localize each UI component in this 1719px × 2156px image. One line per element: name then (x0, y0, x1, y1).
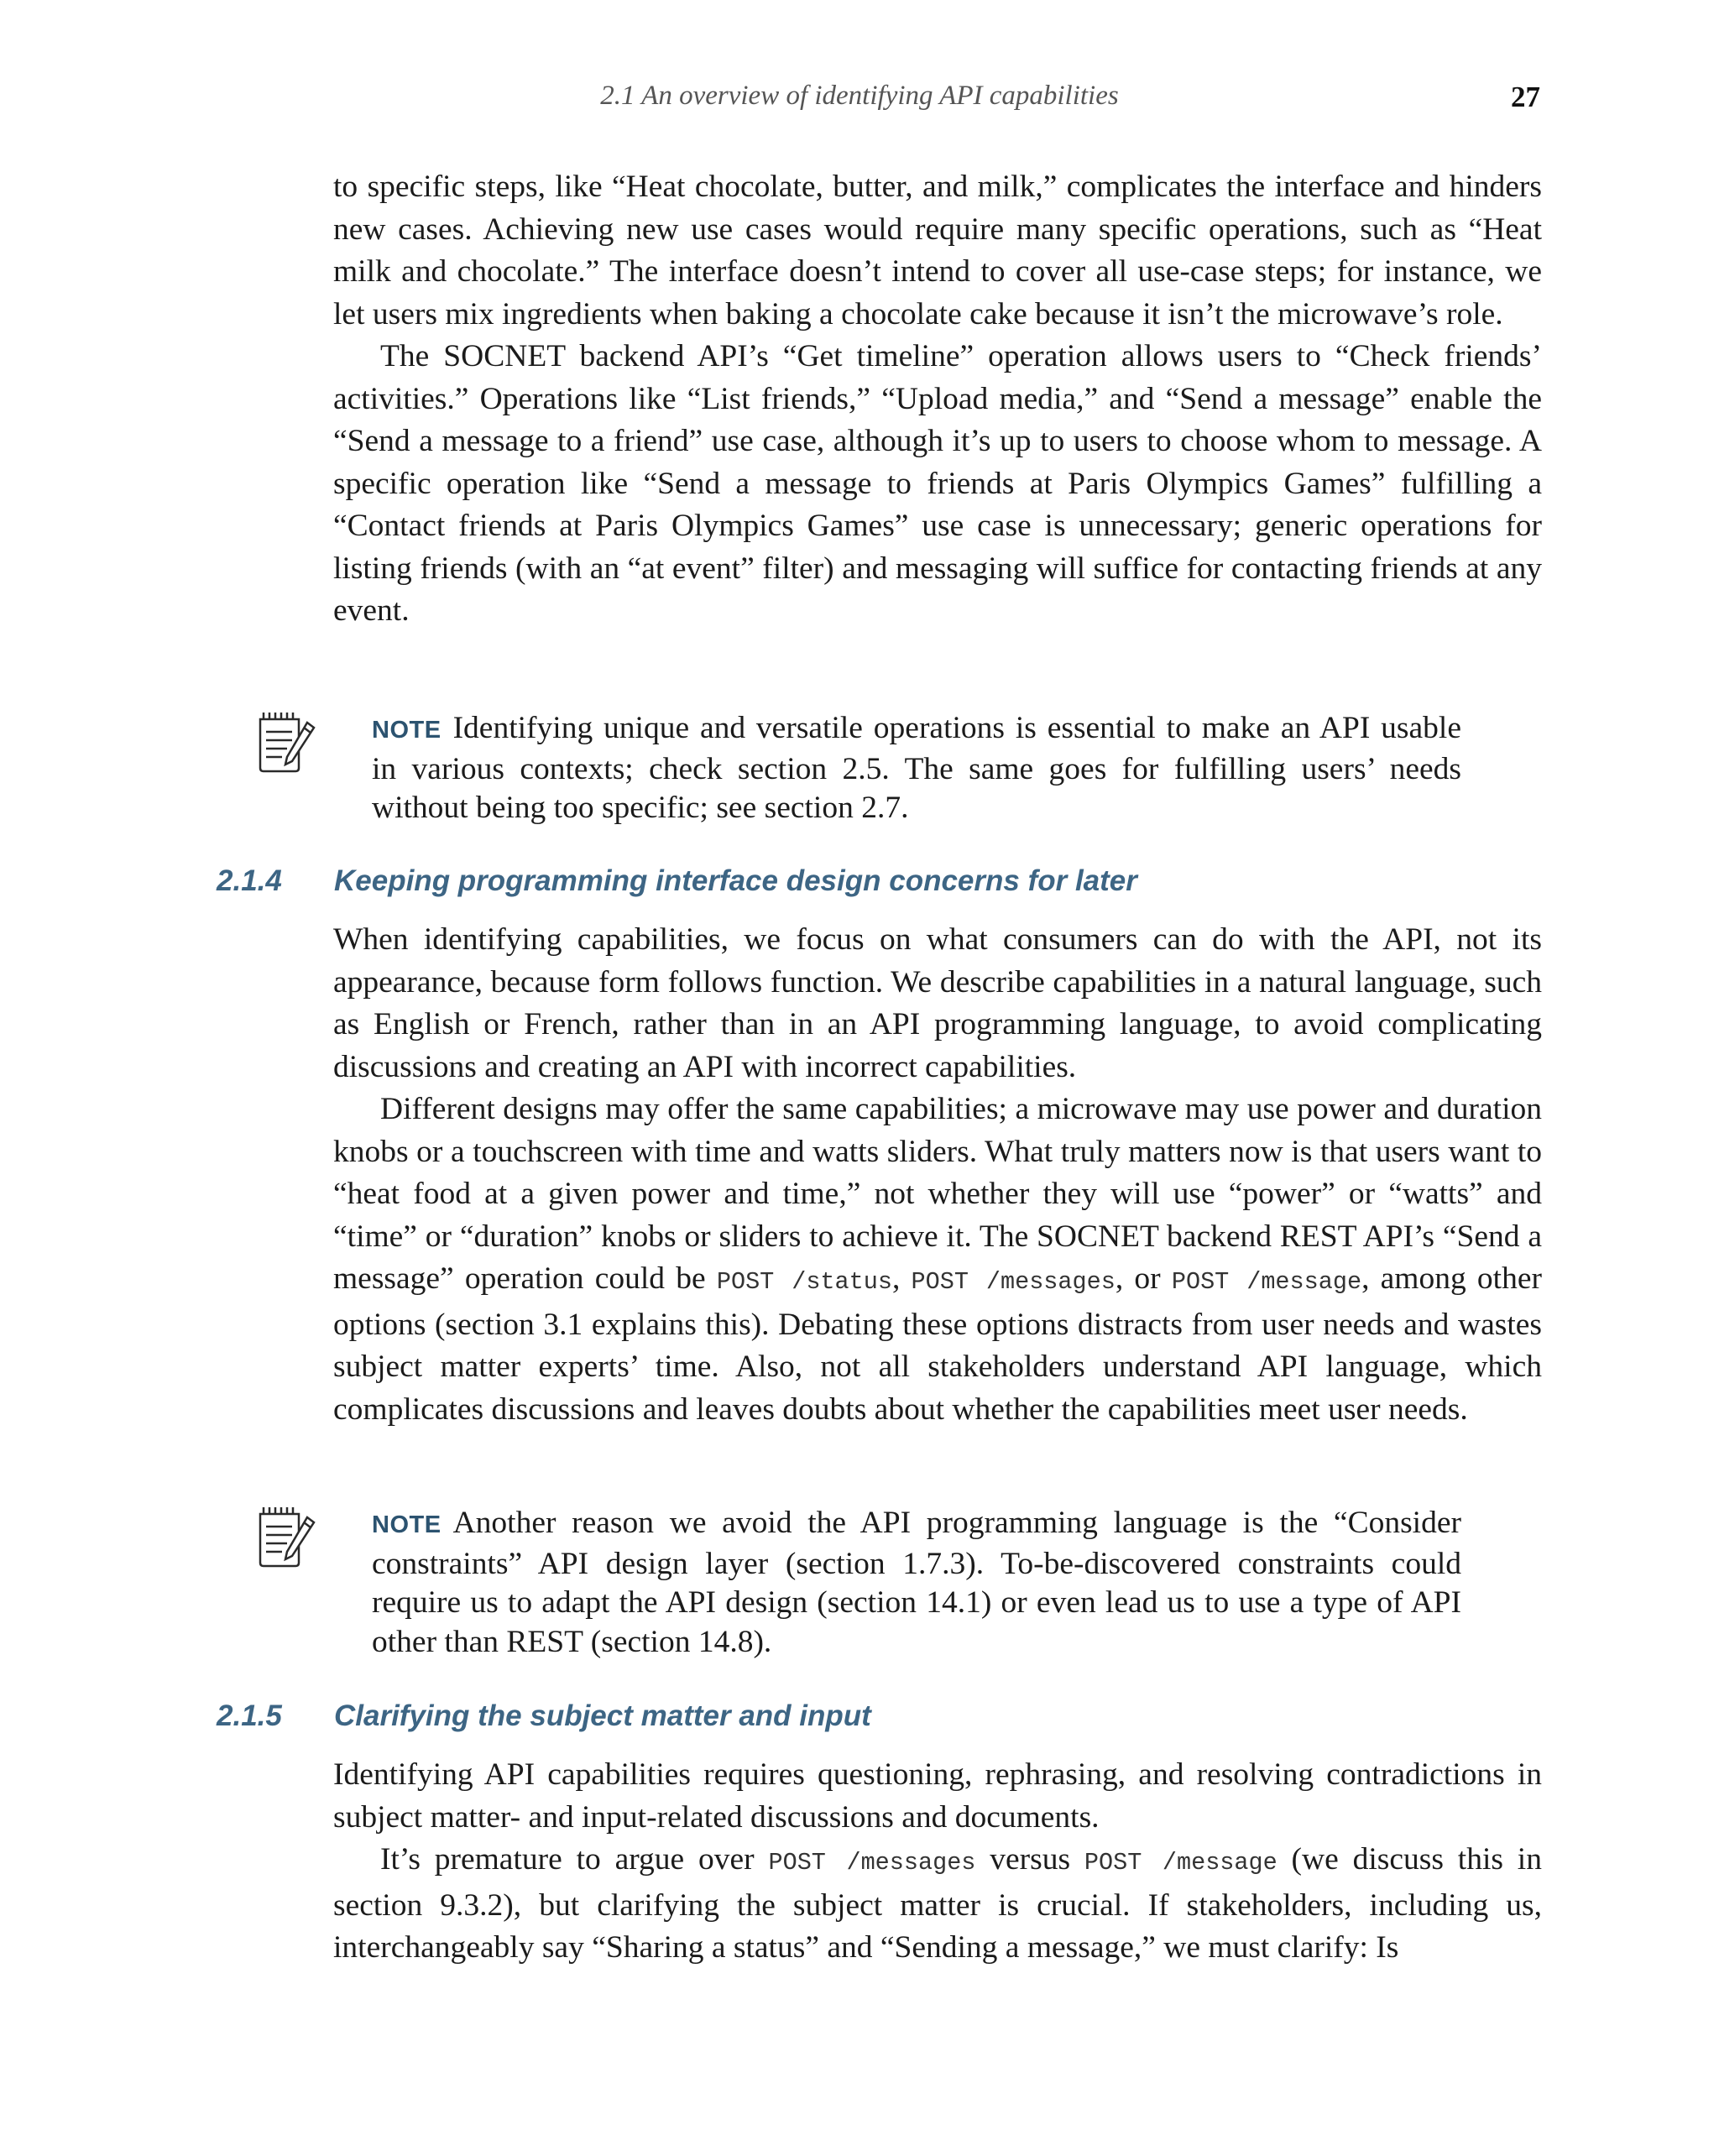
section-number: 2.1.4 (217, 864, 282, 897)
text-run: (we discuss this in section 9.3.2), but clarifying the subject matter is crucial. If stakeholders, including us, interchangeably say “Sharing a status” and “Sending a message,” we must clarify: Is (333, 1842, 1542, 1965)
paragraph: When identifying capabilities, we focus on what consumers can do with the API, not its appearance, because form follows function. We describe capabilities in a natural language, such as English or French, rather than in an API programming language, to avoid complicating discussions and creating an API with incorrect capabilities. (333, 922, 1542, 1084)
note-pad-icon (252, 1504, 321, 1571)
note-text (372, 1504, 1461, 1662)
note-pad-icon (252, 709, 321, 776)
section-heading-2-1-5 (217, 1699, 1560, 1741)
text-run: versus (975, 1842, 1084, 1877)
section-2-1-4-text (333, 919, 1542, 1431)
text-run: , among other options (section 3.1 explains this). Debating these options distracts from user needs and wastes subject matter experts’ time. Also, not all stakeholders understand API language, which complicates discussions and leaves doubts about whether the capabilities meet user needs. (333, 1261, 1542, 1427)
section-heading-2-1-4 (217, 864, 1560, 906)
section-title: Keeping programming interface design concerns for later (334, 864, 1137, 897)
text-run: It’s premature to argue over (380, 1842, 769, 1877)
paragraph: The SOCNET backend API’s “Get timeline” operation allows users to “Check friends’ activities.” Operations like “List friends,” “Upload media,” and “Send a message” enable the “Send a message to a friend” use case, although it’s up to users to choose whom to message. A specific operation like “Send a message to friends at Paris Olympics Games” fulfilling a “Contact friends at Paris Olympics Games” use case is unnecessary; generic operations for listing friends (with an “at event” filter) and messaging will suffice for contacting friends at any event. (333, 339, 1542, 628)
paragraph: to specific steps, like “Heat chocolate, butter, and milk,” complicates the interface and hinders new cases. Achieving new use cases would require many specific operations, such as “Heat milk and chocolate.” The interface doesn’t intend to cover all use-case steps; for instance, we let users mix ingredients when baking a chocolate cake because it isn’t the microwave’s role. (333, 170, 1542, 331)
note-label: NOTE (372, 1511, 442, 1538)
note-body: Another reason we avoid the API programming language is the “Consider constraints” API design layer (section 1.7.3). To-be-discovered constraints could require us to adapt the API design (section 14.1) or even lead us to use a type of API other than REST (section 14.8). (372, 1506, 1461, 1659)
text-run: , (891, 1261, 912, 1296)
paragraph (333, 1088, 1542, 1431)
text-run: , or (1115, 1261, 1172, 1296)
note-body: Identifying unique and versatile operations is essential to make an API usable in various contexts; check section 2.5. The same goes for fulfilling users’ needs without being too specific; see section 2.7. (372, 711, 1461, 825)
code-post-status: POST /status (716, 1268, 892, 1296)
section-title: Clarifying the subject matter and input (334, 1699, 871, 1732)
paragraph (333, 1839, 1542, 1970)
paragraph: Identifying API capabilities requires questioning, rephrasing, and resolving contradictions in subject matter- and input-related discussions and documents. (333, 1757, 1542, 1835)
section-2-1-5-text (333, 1754, 1542, 1970)
code-post-messages: POST /messages (768, 1849, 976, 1877)
code-post-messages: POST /messages (911, 1268, 1116, 1296)
running-head: 2.1 An overview of identifying API capabilities (600, 81, 1119, 111)
page-number: 27 (1511, 81, 1540, 113)
text-run: Different designs may offer the same capabilities; a microwave may use power and duration knobs or a touchscreen with time and watts sliders. What truly matters now is that users want to “heat food at a given power and time,” not whether they will use “power” or “watts” and “time” or “duration” knobs or sliders to achieve it. The SOCNET backend REST API’s “Send a message” operation could be (333, 1092, 1542, 1296)
code-post-message: POST /message (1084, 1849, 1277, 1877)
intro-text-block (333, 166, 1542, 633)
page-header (0, 81, 1719, 117)
section-number: 2.1.5 (217, 1699, 282, 1732)
code-post-message: POST /message (1171, 1268, 1362, 1296)
note-text (372, 709, 1461, 828)
note-label: NOTE (372, 717, 442, 744)
